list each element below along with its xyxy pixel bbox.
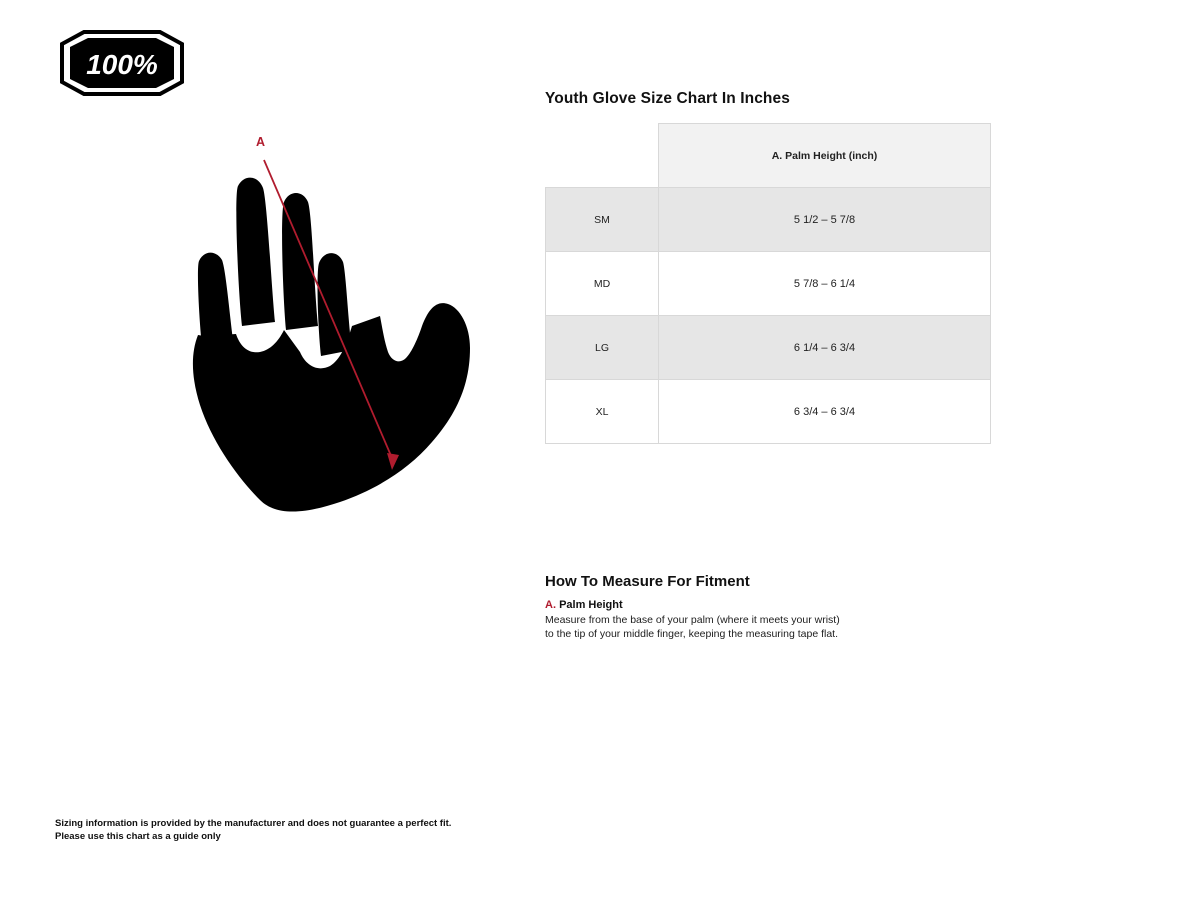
- measure-label-a: A: [256, 135, 266, 149]
- footer-line-1: Sizing information is provided by the manufacturer and does not guarantee a perfect fit.: [55, 818, 452, 829]
- size-label-md: MD: [546, 252, 659, 316]
- howto-subtitle: [545, 599, 623, 611]
- table-row: [546, 188, 991, 252]
- column-header-palm-height: A. Palm Height (inch): [659, 124, 991, 188]
- table-row: [546, 380, 991, 444]
- footer-line-2: Please use this chart as a guide only: [55, 831, 221, 842]
- howto-subtitle-text: Palm Height: [559, 599, 623, 611]
- size-label-sm: SM: [546, 188, 659, 252]
- howto-marker: A.: [545, 599, 556, 611]
- table-corner-cell: [546, 124, 659, 188]
- brand-logo: [58, 30, 186, 108]
- size-label-lg: LG: [546, 316, 659, 380]
- howto-body: Measure from the base of your palm (where it meets your wrist) to the tip of your middle finger, keeping the measuring tape flat.: [545, 614, 840, 641]
- palm-height-xl: 6 3/4 – 6 3/4: [659, 380, 991, 444]
- palm-height-lg: 6 1/4 – 6 3/4: [659, 316, 991, 380]
- table-row: [546, 252, 991, 316]
- table-row: [546, 316, 991, 380]
- hand-palm-diagram: [160, 130, 540, 530]
- howto-title: How To Measure For Fitment: [545, 573, 750, 590]
- palm-height-md: 5 7/8 – 6 1/4: [659, 252, 991, 316]
- size-chart-table: [545, 123, 991, 444]
- svg-text:100%: 100%: [86, 49, 158, 80]
- chart-title: Youth Glove Size Chart In Inches: [545, 90, 790, 107]
- size-label-xl: XL: [546, 380, 659, 444]
- palm-height-sm: 5 1/2 – 5 7/8: [659, 188, 991, 252]
- footer-disclaimer: [55, 817, 451, 843]
- table-header-row: [546, 124, 991, 188]
